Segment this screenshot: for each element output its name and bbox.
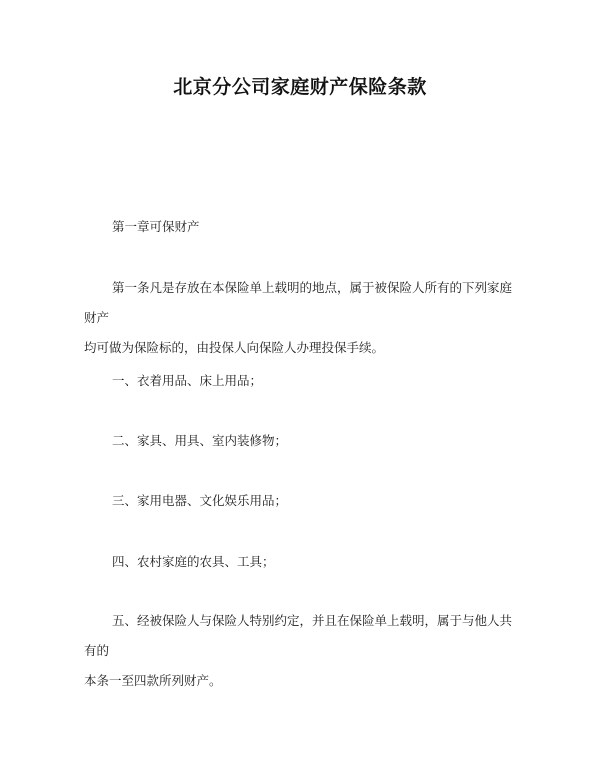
article-1 <box>84 273 524 363</box>
document-title: 北京分公司家庭财产保险条款 <box>173 76 427 98</box>
list-item-1: 一、衣着用品、床上用品； <box>112 373 263 388</box>
list-item-5-line-2: 本条一至四款所列财产。 <box>84 673 222 688</box>
list-item-3: 三、家用电器、文化娱乐用品； <box>112 493 288 508</box>
article-1-line-1: 第一条凡是存放在本保险单上载明的地点，属于被保险人所有的下列家庭财产 <box>84 280 513 325</box>
list-item-5-line-1: 五、经被保险人与保险人特别约定，并且在保险单上载明，属于与他人共有的 <box>84 613 513 658</box>
article-1-line-2: 均可做为保险标的，由投保人向保险人办理投保手续。 <box>84 340 385 355</box>
list-item-5 <box>84 606 524 696</box>
chapter-heading: 第一章可保财产 <box>112 219 200 234</box>
list-item-4: 四、农村家庭的农具、工具； <box>112 554 275 569</box>
list-item-2: 二、家具、用具、室内装修物； <box>112 433 288 448</box>
